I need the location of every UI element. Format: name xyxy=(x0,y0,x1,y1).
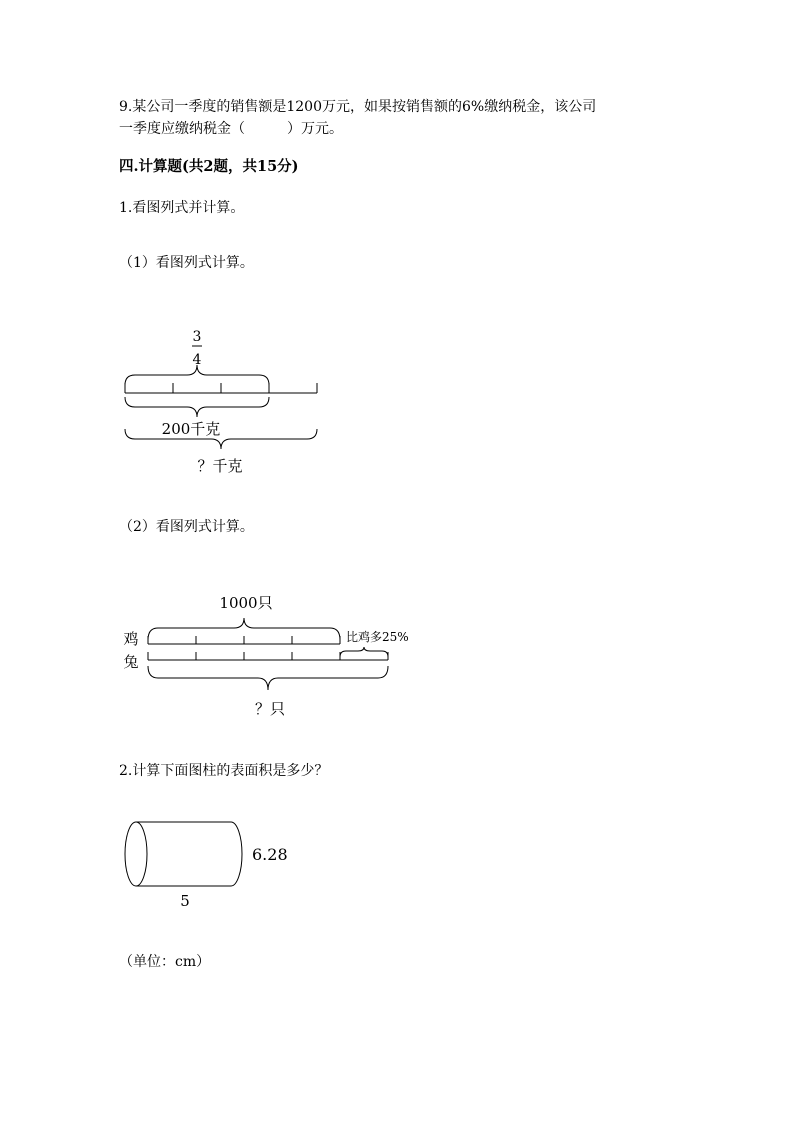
label-rabbit: 兔 xyxy=(123,653,139,671)
problem1-title: 1.看图列式并计算。 xyxy=(119,200,245,216)
problem1-part2-label: （2）看图列式计算。 xyxy=(119,519,254,535)
cylinder-left-face xyxy=(125,822,147,886)
label-diameter: 6.28 xyxy=(252,845,288,864)
label-chicken: 鸡 xyxy=(123,630,139,648)
label-known-weight: 200千克 xyxy=(161,420,221,438)
label-unknown-rabbit: ？只 xyxy=(254,700,286,718)
label-more-percent: 比鸡多25% xyxy=(346,630,409,644)
label-unknown-weight: ？千克 xyxy=(197,457,243,475)
section-title: 四.计算题(共2题，共15分) xyxy=(119,158,299,175)
fraction-numerator: 3 xyxy=(192,329,202,345)
fraction-denominator: 4 xyxy=(192,352,202,368)
problem2-title: 2.计算下面图柱的表面积是多少？ xyxy=(119,763,329,779)
q9-line2: 一季度应缴纳税金（ ）万元。 xyxy=(119,121,343,137)
q9-line1: 9.某公司一季度的销售额是1200万元，如果按销售额的6%缴纳税金，该公司 xyxy=(119,99,597,115)
unit-note: （单位：cm） xyxy=(119,954,211,970)
problem1-part1-label: （1）看图列式计算。 xyxy=(119,255,254,271)
cylinder-right-edge xyxy=(231,822,242,886)
label-length: 5 xyxy=(180,892,190,910)
label-total-chicken: 1000只 xyxy=(219,594,273,612)
